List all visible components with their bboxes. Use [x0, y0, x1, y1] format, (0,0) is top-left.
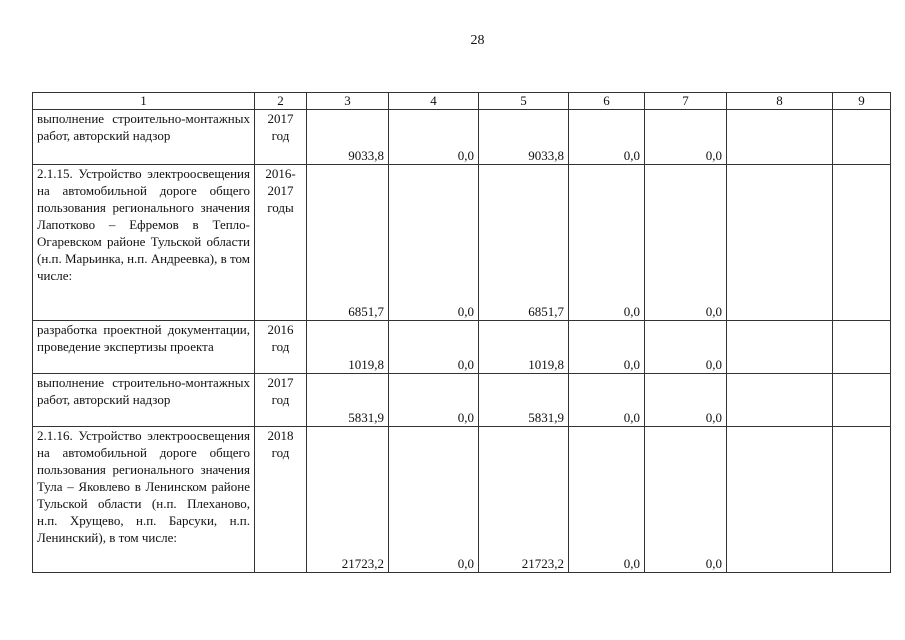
table-row [33, 427, 891, 573]
cell-col9 [833, 427, 891, 573]
cell-col5: 5831,9 [479, 374, 569, 427]
cell-col8 [727, 321, 833, 374]
cell-col7: 0,0 [645, 427, 727, 573]
cell-col5: 1019,8 [479, 321, 569, 374]
budget-table [32, 92, 891, 573]
row-description: 2.1.15. Устройство электроосвещения на автомобильной дороге общего пользования регионального значения Лапотково – Ефремов в Тепло-Огаревском районе Тульской области (н.п. Марьинка, н.п. Андреевка), в том числе: [33, 165, 255, 321]
row-period: 2017 год [255, 110, 307, 165]
row-description: выполнение строительно-монтажных работ, авторский надзор [33, 110, 255, 165]
cell-col6: 0,0 [569, 374, 645, 427]
cell-col9 [833, 165, 891, 321]
row-period: 2017 год [255, 374, 307, 427]
header-cell: 9 [833, 93, 891, 110]
cell-col4: 0,0 [389, 110, 479, 165]
cell-col7: 0,0 [645, 321, 727, 374]
row-description: 2.1.16. Устройство электроосвещения на автомобильной дороге общего пользования регионального значения Тула – Яковлево в Ленинском районе Тульской области (н.п. Плеханово, н.п. Хрущево, н.п. Барсуки, н.п. Ленинский), в том числе: [33, 427, 255, 573]
cell-col3: 1019,8 [307, 321, 389, 374]
row-period: 2018 год [255, 427, 307, 573]
cell-col7: 0,0 [645, 110, 727, 165]
cell-col8 [727, 374, 833, 427]
header-cell: 8 [727, 93, 833, 110]
cell-col3: 6851,7 [307, 165, 389, 321]
header-cell: 6 [569, 93, 645, 110]
cell-col6: 0,0 [569, 427, 645, 573]
table-row [33, 110, 891, 165]
cell-col3: 5831,9 [307, 374, 389, 427]
cell-col7: 0,0 [645, 165, 727, 321]
row-description: выполнение строительно-монтажных работ, авторский надзор [33, 374, 255, 427]
header-cell: 5 [479, 93, 569, 110]
cell-col6: 0,0 [569, 165, 645, 321]
cell-col8 [727, 165, 833, 321]
cell-col3: 21723,2 [307, 427, 389, 573]
cell-col5: 9033,8 [479, 110, 569, 165]
cell-col8 [727, 110, 833, 165]
table-row [33, 165, 891, 321]
header-row [33, 93, 891, 110]
cell-col5: 6851,7 [479, 165, 569, 321]
header-cell: 7 [645, 93, 727, 110]
cell-col4: 0,0 [389, 165, 479, 321]
header-cell: 4 [389, 93, 479, 110]
header-cell: 2 [255, 93, 307, 110]
row-period: 2016 год [255, 321, 307, 374]
cell-col8 [727, 427, 833, 573]
page-number: 28 [470, 33, 485, 48]
header-cell: 3 [307, 93, 389, 110]
cell-col9 [833, 110, 891, 165]
table-row [33, 321, 891, 374]
cell-col9 [833, 374, 891, 427]
cell-col4: 0,0 [389, 427, 479, 573]
cell-col9 [833, 321, 891, 374]
row-description: разработка проектной документации, проведение экспертизы проекта [33, 321, 255, 374]
cell-col4: 0,0 [389, 374, 479, 427]
cell-col3: 9033,8 [307, 110, 389, 165]
cell-col4: 0,0 [389, 321, 479, 374]
cell-col6: 0,0 [569, 321, 645, 374]
cell-col7: 0,0 [645, 374, 727, 427]
row-period: 2016-2017 годы [255, 165, 307, 321]
cell-col5: 21723,2 [479, 427, 569, 573]
table-row [33, 374, 891, 427]
cell-col6: 0,0 [569, 110, 645, 165]
header-cell: 1 [33, 93, 255, 110]
